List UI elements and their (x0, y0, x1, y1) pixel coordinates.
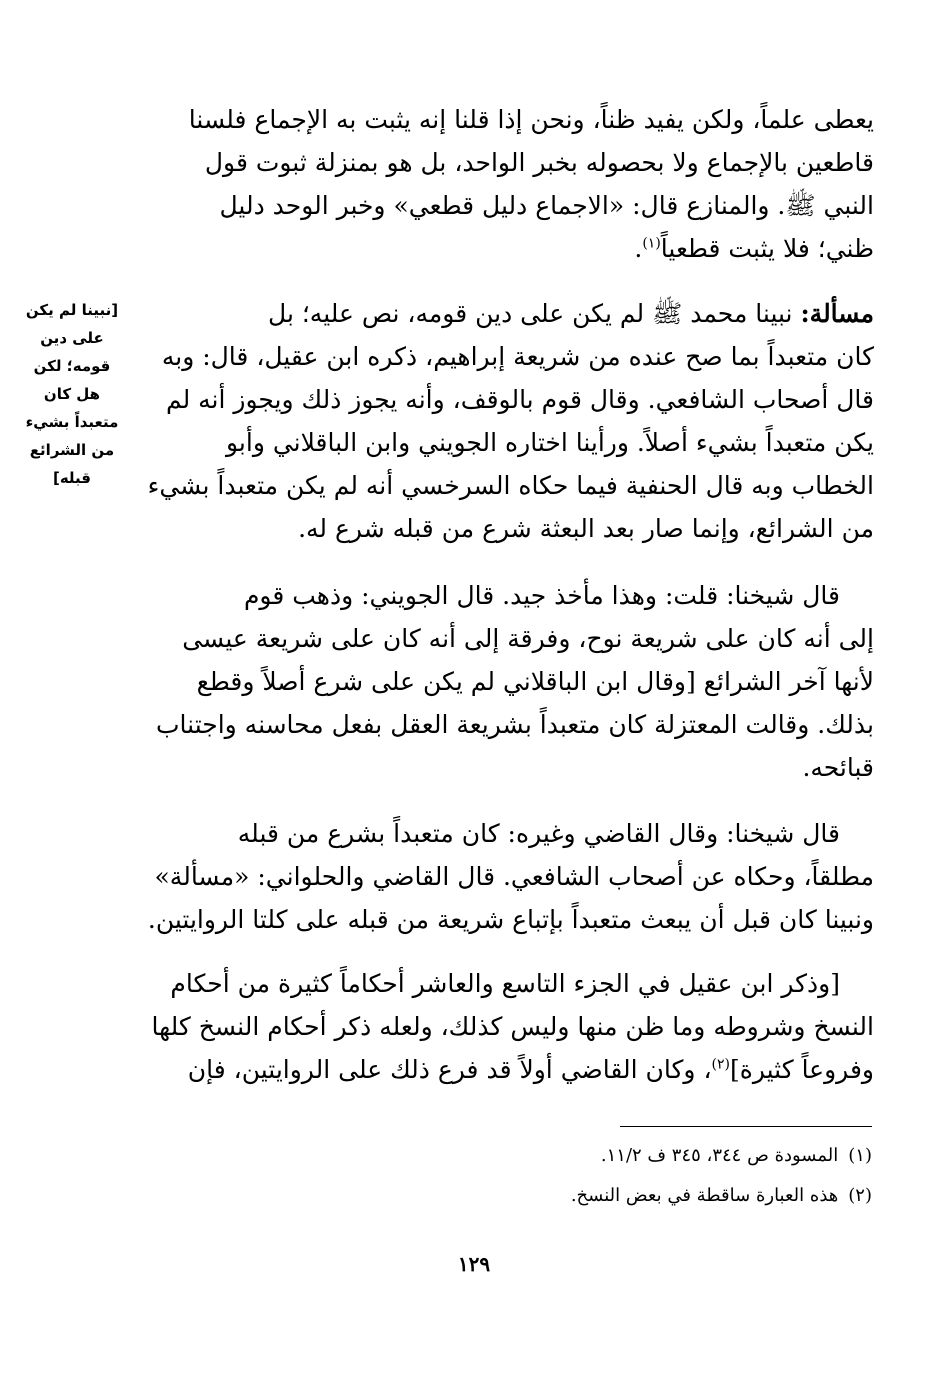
paragraph-3 (128, 574, 874, 789)
text-line: يكن متعبداً بشيء أصلاً. ورأينا اختاره الجويني وابن الباقلاني وأبو (226, 428, 874, 457)
footnote-text: هذه العبارة ساقطة في بعض النسخ. (570, 1185, 839, 1206)
footnote-text: المسودة ص ٣٤٤، ٣٤٥ ف ١١/٢. (600, 1145, 839, 1166)
page-number: ١٢٩ (457, 1252, 491, 1276)
footnote-ref-1: (١) (642, 235, 661, 252)
text-run: نبينا محمد ﷺ لم يكن على دين قومه، نص عليه؛ بل (268, 299, 801, 328)
text-line: النسخ وشروطه وما ظن منها وليس كذلك، ولعله ذكر أحكام النسخ كلها (151, 1012, 874, 1041)
text-line: من الشرائع، وإنما صار بعد البعثة شرع من قبله شرع له. (298, 514, 874, 543)
footnote-item (128, 1176, 872, 1216)
footnote-separator (620, 1126, 872, 1127)
text-line (128, 1048, 874, 1091)
footnote-number: (٢) (848, 1185, 872, 1206)
footnotes (128, 1136, 872, 1216)
masala-heading: مسألة: (800, 299, 874, 328)
paragraph-4 (128, 812, 874, 941)
text-line: لأنها آخر الشرائع [وقال ابن الباقلاني لم يكن على شرع أصلاً وقطع (196, 667, 874, 696)
footnote-item (128, 1136, 872, 1176)
text-line: [وذكر ابن عقيل في الجزء التاسع والعاشر أحكاماً كثيرة من أحكام (170, 969, 840, 998)
text-line: بذلك. وقالت المعتزلة كان متعبداً بشريعة العقل بفعل محاسنه واجتناب (156, 710, 874, 739)
text-line: إلى أنه كان على شريعة نوح، وفرقة إلى أنه كان على شريعة عيسى (182, 624, 874, 653)
text-line: قاطعين بالإجماع ولا بحصوله بخبر الواحد، بل هو بمنزلة ثبوت قول (204, 148, 874, 177)
paragraph-5 (128, 962, 874, 1091)
text-line (128, 292, 874, 335)
text-line: قبائحه. (802, 753, 874, 782)
text-line: ونبينا كان قبل أن يبعث متعبداً بإتباع شريعة من قبله على كلتا الروايتين. (147, 905, 874, 934)
text-line: قال شيخنا: وقال القاضي وغيره: كان متعبداً بشرع من قبله (237, 819, 840, 848)
text-line (128, 227, 874, 270)
text-run: . (634, 234, 643, 263)
margin-note: [نبينا لم يكن على دين قومه؛ لكن هل كان متعبداً بشيء من الشرائع قبله] (25, 301, 119, 487)
paragraph-1 (128, 98, 874, 270)
paragraph-masala (128, 292, 874, 550)
text-run: ، وكان القاضي أولاً قد فرع ذلك على الروايتين، فإن (187, 1055, 712, 1084)
footnote-ref-2: (٢) (711, 1056, 730, 1073)
footnote-number: (١) (848, 1145, 872, 1166)
text-line: كان متعبداً بما صح عنده من شريعة إبراهيم، ذكره ابن عقيل، قال: وبه (161, 342, 874, 371)
text-line: قال شيخنا: قلت: وهذا مأخذ جيد. قال الجويني: وذهب قوم (243, 581, 840, 610)
text-run: وفروعاً كثيرة] (729, 1055, 874, 1084)
text-line: الخطاب وبه قال الحنفية فيما حكاه السرخسي أنه لم يكن متعبداً بشيء (147, 471, 874, 500)
text-run: ظني؛ فلا يثبت قطعياً (660, 234, 874, 263)
text-line: مطلقاً، وحكاه عن أصحاب الشافعي. قال القاضي والحلواني: «مسألة» (154, 862, 874, 891)
text-line: قال أصحاب الشافعي. وقال قوم بالوقف، وأنه يجوز ذلك ويجوز أنه لم (165, 385, 874, 414)
text-line: النبي ﷺ. والمنازع قال: «الاجماع دليل قطعي» وخبر الوحد دليل (219, 191, 874, 220)
text-line: يعطى علماً، ولكن يفيد ظناً، ونحن إذا قلنا إنه يثبت به الإجماع فلسنا (188, 105, 874, 134)
